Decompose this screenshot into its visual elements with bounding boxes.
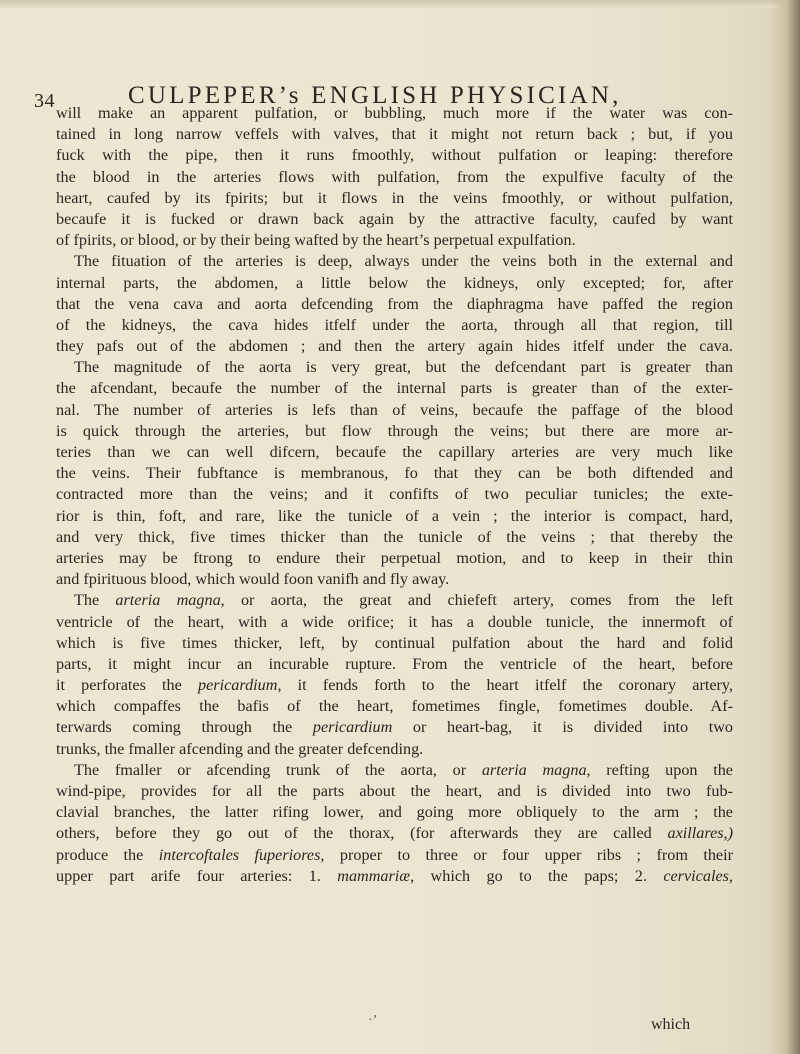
page-gutter-shadow xyxy=(770,0,800,1054)
text-line: of the kidneys, the cava hides itfelf under the aorta, through all that region, till xyxy=(56,315,733,334)
text-line: nal. The number of arteries is lefs than of veins, becaufe the paffage of the blood xyxy=(56,400,733,419)
text-line: is quick through the arteries, but flow through the veins; but there are more ar- xyxy=(56,421,733,440)
page-number: 34 xyxy=(34,90,55,112)
page-top-edge xyxy=(0,0,800,8)
text-line: fuck with the pipe, then it runs fmoothly, without pulfation or leaping: therefore xyxy=(56,146,733,165)
text-line: which is five times thicker, left, by continual pulfation about the hard and folid xyxy=(56,633,733,652)
text-line: others, before they go out of the thorax, (for afterwards they are called axillares,) xyxy=(56,824,733,843)
text-line: The magnitude of the aorta is very great, but the defcendant part is greater than xyxy=(74,358,733,377)
text-line: becaufe it is fucked or drawn back again by the attractive faculty, caufed by want xyxy=(56,209,733,228)
text-line: and fpirituous blood, which would foon vanifh and fly away. xyxy=(56,570,450,589)
text-line: teries than we can well difcern, becaufe the capillary arteries are very much like xyxy=(56,443,733,461)
text-line: The arteria magna, or aorta, the great and chiefeft artery, comes from the left xyxy=(74,591,733,610)
text-line: they pafs out of the abdomen ; and then the artery again hides itfelf under the cava. xyxy=(56,337,733,356)
text-line: the veins. Their fubftance is membranous, fo that they can be both diftended and xyxy=(56,464,733,483)
text-line: upper part arife four arteries: 1. mammariæ, which go to the paps; 2. cervicales, xyxy=(56,866,733,885)
running-title: CULPEPER’s ENGLISH PHYSICIAN, xyxy=(128,82,622,109)
signature-mark: ·’ xyxy=(368,1013,378,1028)
text-line: terwards coming through the pericardium or heart-bag, it is divided into two xyxy=(56,718,733,737)
text-line: trunks, the fmaller afcending and the greater defcending. xyxy=(56,739,424,758)
text-line: of fpirits, or blood, or by their being wafted by the heart’s perpetual expulfation. xyxy=(56,231,576,250)
text-line: ventricle of the heart, with a wide orifice; it has a double tunicle, the innermoft of xyxy=(56,612,733,631)
text-line: contracted more than the veins; and it confifts of two peculiar tunicles; the exte- xyxy=(56,485,733,504)
text-line: The fituation of the arteries is deep, always under the veins both in the external and xyxy=(74,252,733,271)
text-line: rior is thin, foft, and rare, like the tunicle of a vein ; the interior is compact, hard, xyxy=(56,506,733,525)
text-line: it perforates the pericardium, it fends forth to the heart itfelf the coronary artery, xyxy=(56,676,733,695)
text-line: and very thick, five times thicker than the tunicle of the veins ; that thereby the xyxy=(56,527,733,546)
text-line: clavial branches, the latter rifing lower, and going more obliquely to the arm ; the xyxy=(56,803,733,822)
text-line: internal parts, the abdomen, a little below the kidneys, only excepted; for, after xyxy=(56,273,733,292)
text-line: the blood in the arteries flows with pulfation, from the expulfive faculty of the xyxy=(56,167,733,186)
text-line: arteries may be ftrong to endure their perpetual motion, and to keep in their thin xyxy=(56,548,733,567)
text-line: produce the intercoftales fuperiores, proper to three or four upper ribs ; from their xyxy=(56,845,733,864)
catchword: which xyxy=(651,1016,691,1033)
text-line: tained in long narrow veffels with valves, that it might not return back ; but, if you xyxy=(56,125,733,144)
text-line: heart, caufed by its fpirits; but it flows in the veins fmoothly, or without pulfation, xyxy=(56,188,733,207)
text-line: will make an apparent pulfation, or bubbling, much more if the water was con- xyxy=(56,104,733,122)
text-line: wind-pipe, provides for all the parts about the heart, and is divided into two fub- xyxy=(56,782,733,800)
body-text xyxy=(56,103,733,887)
text-line: which compaffes the bafis of the heart, fometimes fingle, fometimes double. Af- xyxy=(56,697,733,716)
text-line: parts, it might incur an incurable rupture. From the ventricle of the heart, before xyxy=(56,654,733,673)
text-line: that the vena cava and aorta defcending from the diaphragma have paffed the region xyxy=(56,294,733,313)
text-line: The fmaller or afcending trunk of the aorta, or arteria magna, refting upon the xyxy=(74,760,733,779)
text-line: the afcendant, becaufe the number of the internal parts is greater than of the exter- xyxy=(56,379,733,398)
